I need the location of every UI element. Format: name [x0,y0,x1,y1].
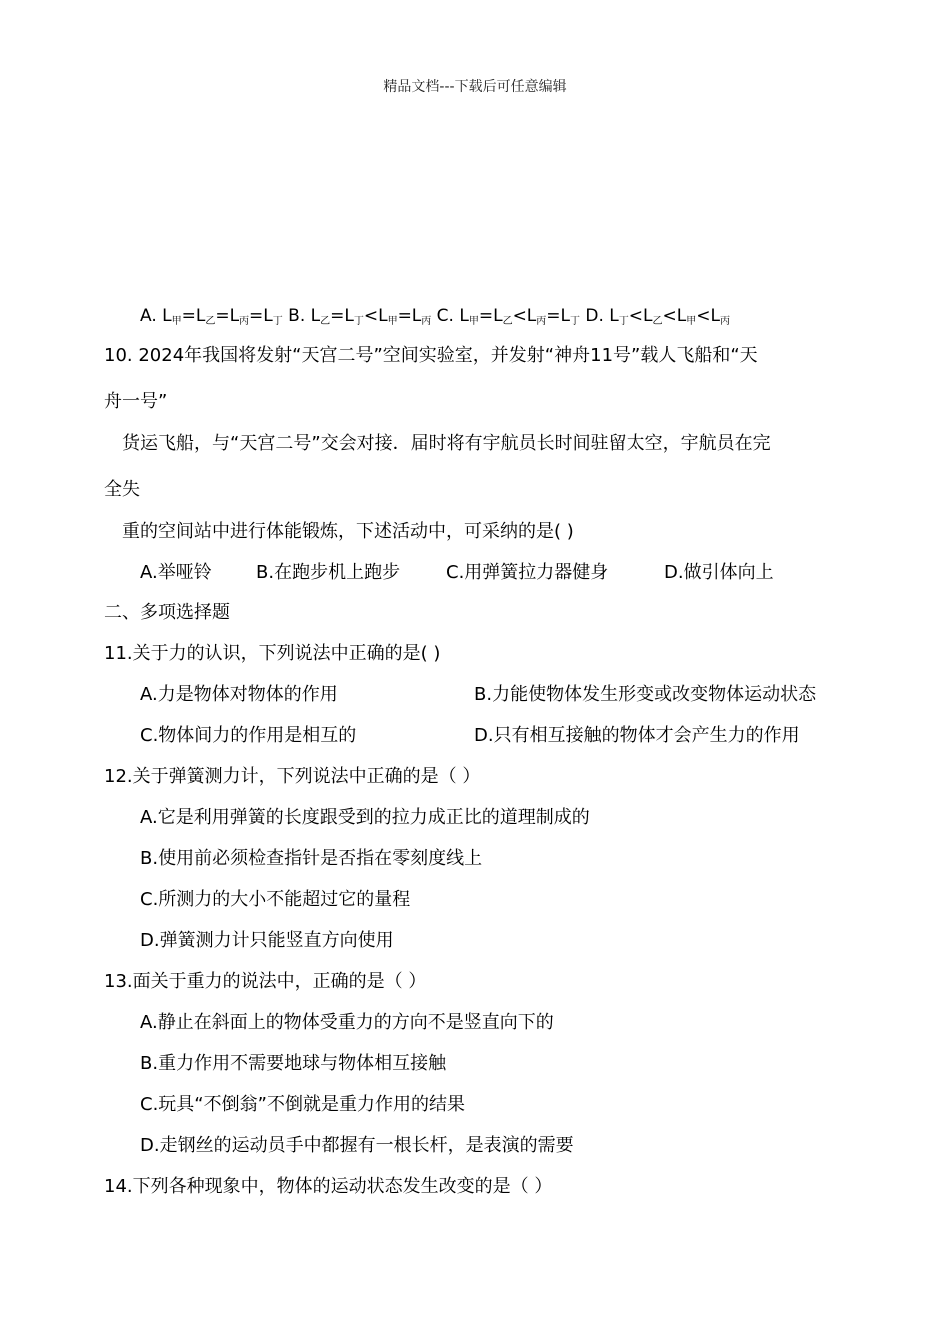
q10-line-4: 全失 [104,479,140,500]
q12-option-c: C.所测力的大小不能超过它的量程 [140,889,411,910]
q10-option-a: A.举哑铃 [140,562,212,583]
q9-option-a: A. $L_甲=L_乙=L_丙=L_丁$ B. L [140,306,321,327]
q10-option-d: D.做引体向上 [664,562,774,583]
q11-option-b: B.力能使物体发生形变或改变物体运动状态 [474,684,817,705]
q10-line-2: 舟一号” [104,391,168,412]
q13-option-a: A.静止在斜面上的物体受重力的方向不是竖直向下的 [140,1012,554,1033]
q11-option-d: D.只有相互接触的物体才会产生力的作用 [474,725,800,746]
q13-option-c: C.玩具“不倒翁”不倒就是重力作用的结果 [140,1094,465,1115]
q10-line-1: 10. 2024年我国将发射“天宫二号”空间实验室，并发射“神舟11号”载人飞船和“天 [104,345,758,366]
q12-stem: 12.关于弹簧测力计，下列说法中正确的是（ ） [104,766,481,787]
q11-option-c: C.物体间力的作用是相互的 [140,725,357,746]
q13-option-d: D.走钢丝的运动员手中都握有一根长杆，是表演的需要 [140,1135,574,1156]
q9-option-d: $_丁<L_乙<L_甲<L_丙$ [618,306,730,327]
q13-stem: 13.面关于重力的说法中，正确的是（ ） [104,971,427,992]
q11-option-a: A.力是物体对物体的作用 [140,684,338,705]
q10-option-c: C.用弹簧拉力器健身 [446,562,609,583]
q14-stem: 14.下列各种现象中，物体的运动状态发生改变的是（ ） [104,1176,553,1197]
q12-option-b: B.使用前必须检查指针是否指在零刻度线上 [140,848,483,869]
q13-option-b: B.重力作用不需要地球与物体相互接触 [140,1053,447,1074]
q12-option-d: D.弹簧测力计只能竖直方向使用 [140,930,394,951]
q10-line-5: 重的空间站中进行体能锻炼，下述活动中，可采纳的是( ) [122,521,574,542]
q11-stem: 11.关于力的认识，下列说法中正确的是( ) [104,643,441,664]
q10-option-b: B.在跑步机上跑步 [256,562,401,583]
page-header: 精品文档---下载后可任意编辑 [383,79,567,95]
section-title-multiple-choice: 二、多项选择题 [104,602,230,623]
q9-option-b: $_乙=L_丁<L_甲=L_丙$ C. L [320,306,469,327]
q9-option-c: $_甲=L_乙<L_丙=L_丁$ D. L [468,306,619,327]
q10-line-3: 货运飞船，与“天宫二号”交会对接．届时将有宇航员长时间驻留太空，宇航员在完 [122,433,771,454]
q12-option-a: A.它是利用弹簧的长度跟受到的拉力成正比的道理制成的 [140,807,590,828]
q9-options [140,304,730,334]
